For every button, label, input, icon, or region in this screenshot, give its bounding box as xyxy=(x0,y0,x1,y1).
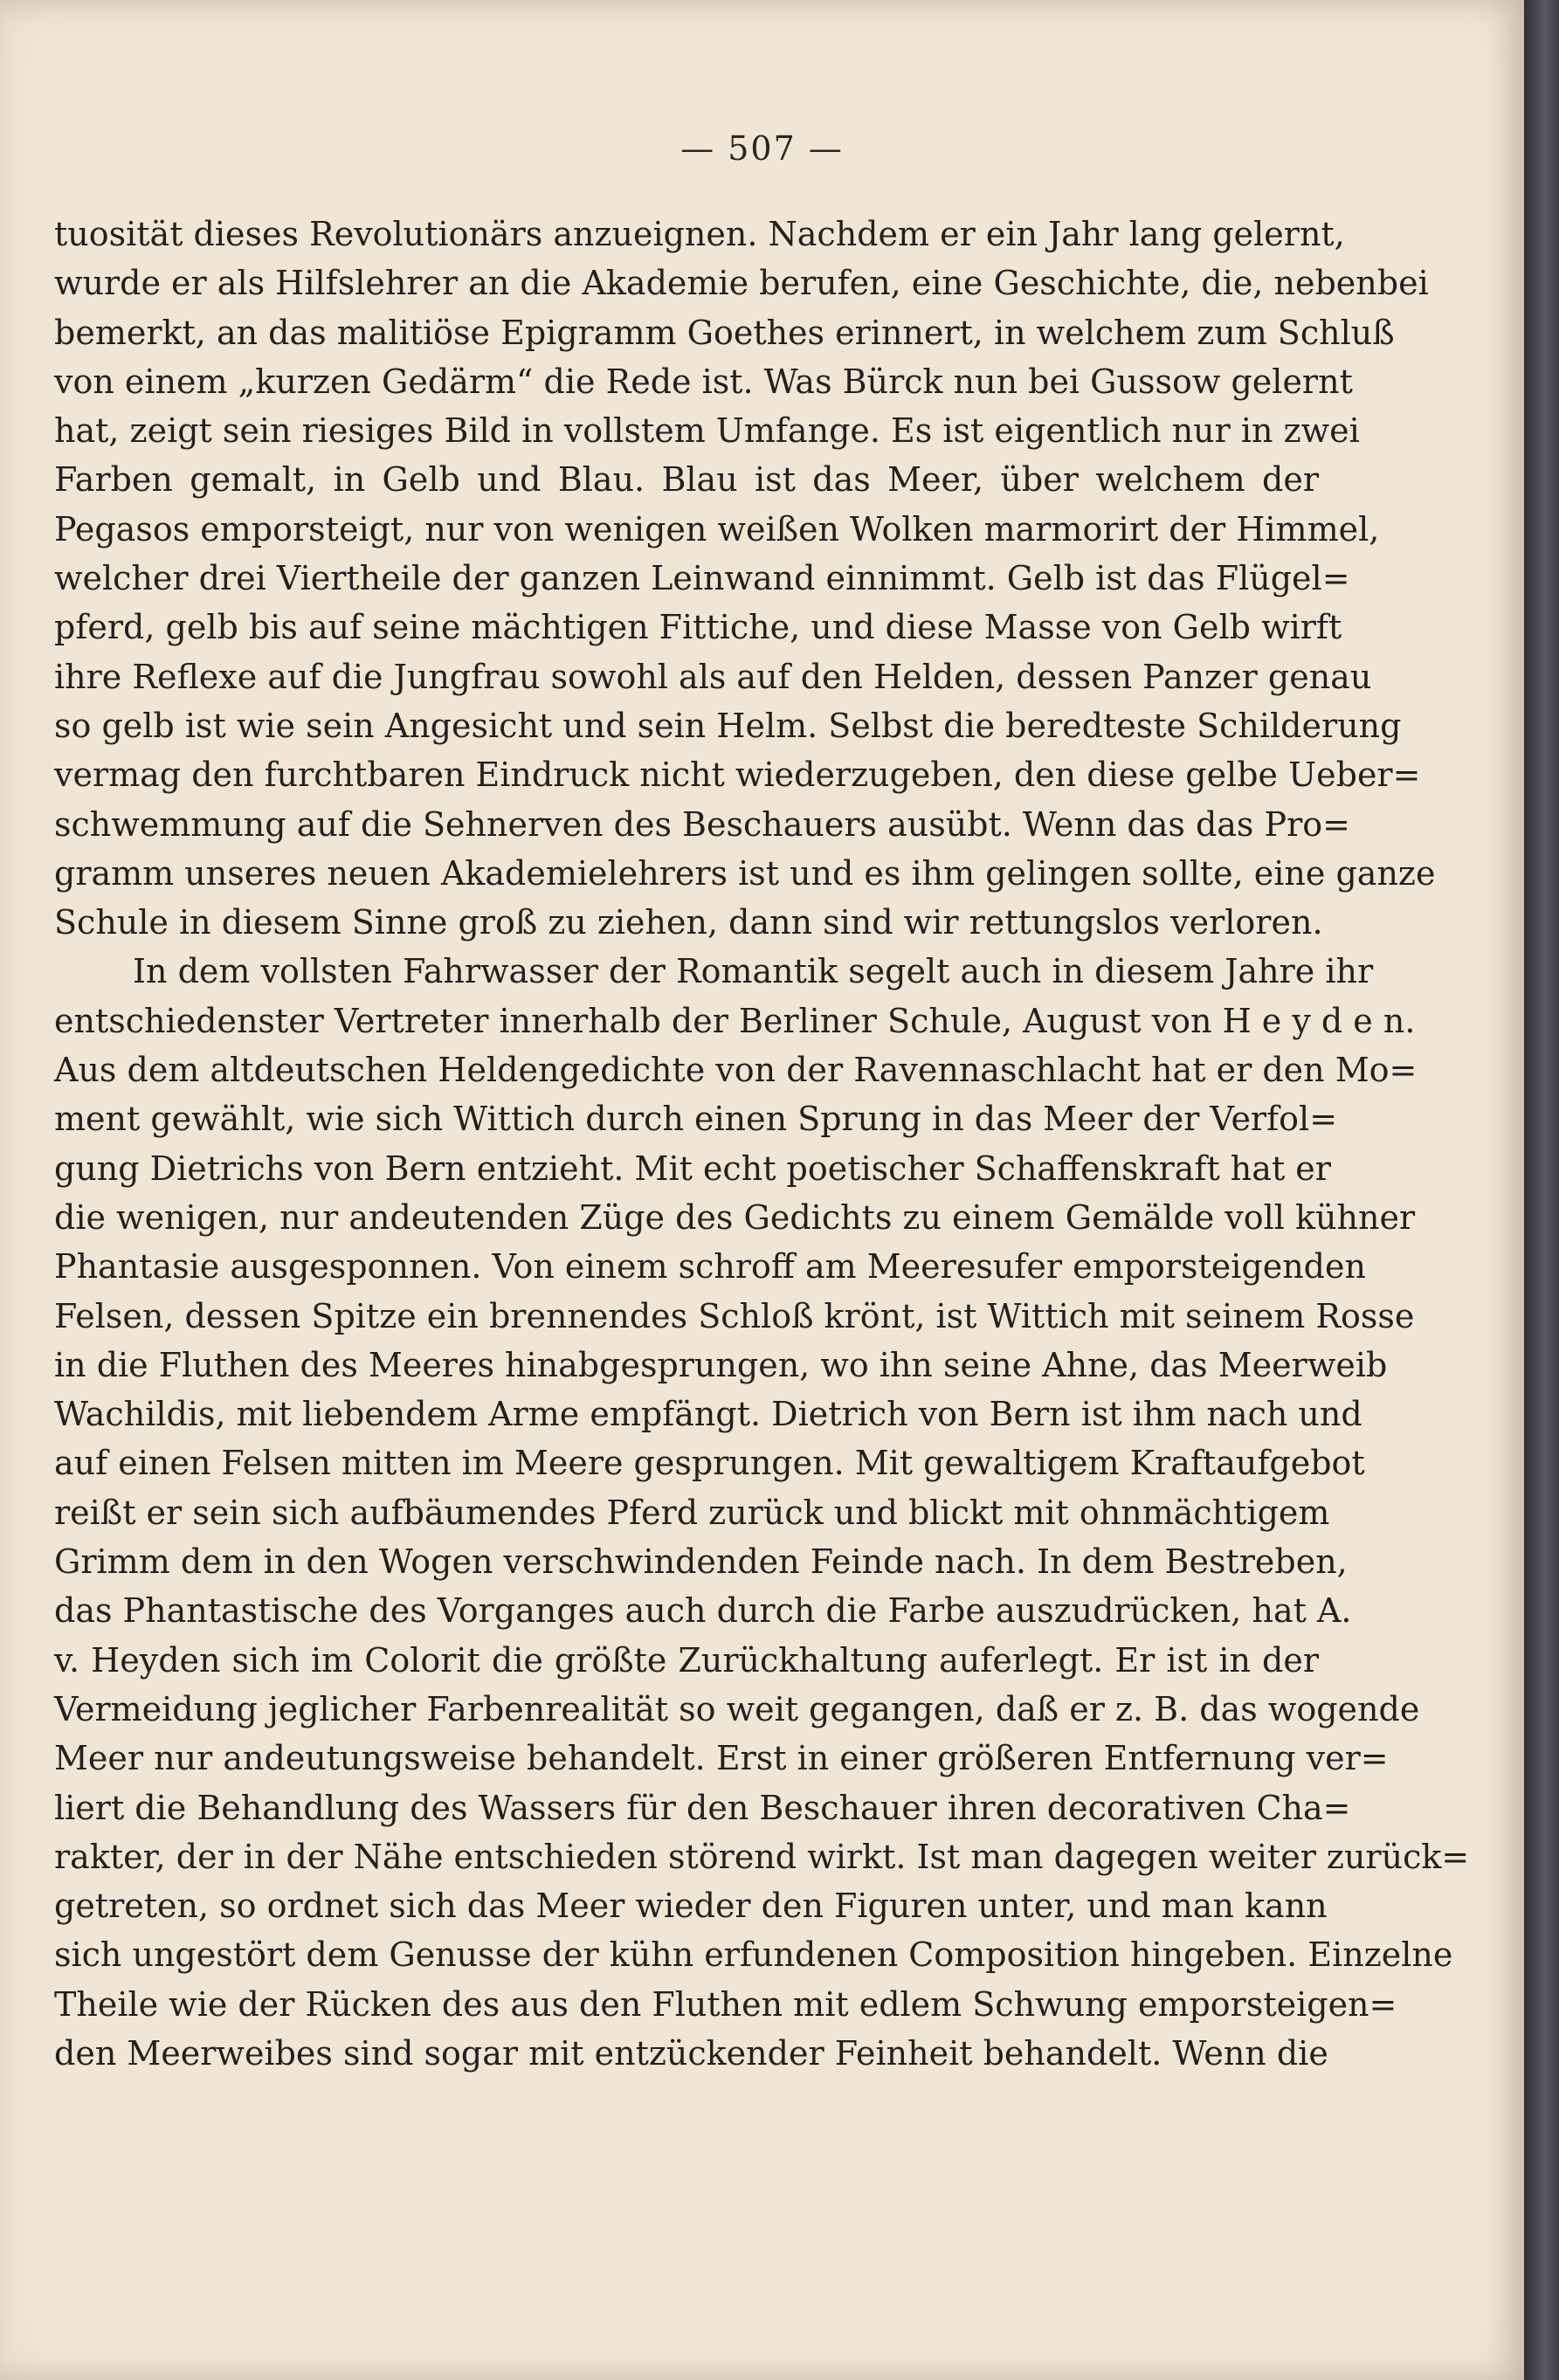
text-line: Vermeidung jeglicher Farbenrealität so weit gegangen, daß er z. B. das wogende xyxy=(54,1689,1420,1728)
text-line: gramm unseres neuen Akademielehrers ist und es ihm gelingen sollte, eine ganze xyxy=(54,853,1436,893)
text-line: Farben gemalt, in Gelb und Blau. Blau ist das Meer, über welchem der xyxy=(54,460,1319,500)
text-line: sich ungestört dem Genusse der kühn erfundenen Composition hingeben. Einzelne xyxy=(54,1935,1453,1975)
text-line: auf einen Felsen mitten im Meere gesprungen. Mit gewaltigem Kraftaufgebot xyxy=(54,1444,1365,1483)
text-line: tuosität dieses Revolutionärs anzueignen. Nachdem er ein Jahr lang gelernt, xyxy=(54,215,1345,253)
text-line: Wachildis, mit liebendem Arme empfängt. Dietrich von Bern ist ihm nach und xyxy=(54,1395,1362,1434)
text-line: gung Dietrichs von Bern entzieht. Mit echt poetischer Schaffenskraft hat er xyxy=(54,1149,1331,1188)
text-line: in die Fluthen des Meeres hinabgesprungen, wo ihn seine Ahne, das Meerweib xyxy=(54,1345,1388,1384)
text-line: wurde er als Hilfslehrer an die Akademie berufen, eine Geschichte, die, nebenbei xyxy=(54,264,1429,303)
page-number: — 507 — xyxy=(680,129,844,168)
text-line: den Meerweibes sind sogar mit entzückender Feinheit behandelt. Wenn die xyxy=(54,2033,1328,2073)
text-line: bemerkt, an das malitiöse Epigramm Goethes erinnert, in welchem zum Schluß xyxy=(54,313,1395,352)
body-text xyxy=(54,210,1470,2078)
text-line: schwemmung auf die Sehnerven des Beschauers ausübt. Wenn das das Pro= xyxy=(54,804,1350,844)
paragraph-first-line: In dem vollsten Fahrwasser der Romantik segelt auch in diesem Jahre ihr xyxy=(133,952,1374,991)
text-line: pferd, gelb bis auf seine mächtigen Fittiche, und diese Masse von Gelb wirft xyxy=(54,608,1342,647)
text-line: getreten, so ordnet sich das Meer wieder den Figuren unter, und man kann xyxy=(54,1887,1328,1926)
text-line: reißt er sein sich aufbäumendes Pferd zurück und blickt mit ohnmächtigem xyxy=(54,1493,1330,1532)
text-line: hat, zeigt sein riesiges Bild in vollstem Umfange. Es ist eigentlich nur in zwei xyxy=(54,411,1360,451)
text-line: so gelb ist wie sein Angesicht und sein Helm. Selbst die beredteste Schilderung xyxy=(54,706,1402,745)
text-line: vermag den furchtbaren Eindruck nicht wiederzugeben, den diese gelbe Ueber= xyxy=(54,755,1421,795)
text-line: welcher drei Viertheile der ganzen Leinwand einnimmt. Gelb ist das Flügel= xyxy=(54,559,1350,598)
text-line: ihre Reflexe auf die Jungfrau sowohl als auf den Helden, dessen Panzer genau xyxy=(54,657,1372,696)
text-line: das Phantastische des Vorganges auch durch die Farbe auszudrücken, hat A. xyxy=(54,1591,1352,1631)
text-line: Pegasos emporsteigt, nur von wenigen weißen Wolken marmorirt der Himmel, xyxy=(54,509,1380,548)
text-line: liert die Behandlung des Wassers für den Beschauer ihren decorativen Cha= xyxy=(54,1788,1351,1827)
text-line: Aus dem altdeutschen Heldengedichte von der Ravennaschlacht hat er den Mo= xyxy=(54,1051,1418,1090)
text-line: von einem „kurzen Gedärm“ die Rede ist. Was Bürck nun bei Gussow gelernt xyxy=(54,362,1353,401)
text-line: Meer nur andeutungsweise behandelt. Erst in einer größeren Entfernung ver= xyxy=(54,1739,1389,1778)
text-line: entschiedenster Vertreter innerhalb der Berliner Schule, August von H e y d e n. xyxy=(54,1001,1416,1040)
text-line: ment gewählt, wie sich Wittich durch einen Sprung in das Meer der Verfol= xyxy=(54,1100,1338,1139)
text-line: Schule in diesem Sinne groß zu ziehen, dann sind wir rettungslos verloren. xyxy=(54,903,1323,942)
text-line: Felsen, dessen Spitze ein brennendes Schloß krönt, ist Wittich mit seinem Rosse xyxy=(54,1296,1415,1335)
text-line: v. Heyden sich im Colorit die größte Zurückhaltung auferlegt. Er ist in der xyxy=(54,1640,1319,1680)
book-spine-edge xyxy=(1524,0,1559,2380)
text-line: Phantasie ausgesponnen. Von einem schroff am Meeresufer emporsteigenden xyxy=(54,1247,1366,1287)
text-line: Grimm dem in den Wogen verschwindenden Feinde nach. In dem Bestreben, xyxy=(54,1542,1348,1582)
text-line: die wenigen, nur andeutenden Züge des Gedichts zu einem Gemälde voll kühner xyxy=(54,1197,1416,1237)
text-line: Theile wie der Rücken des aus den Fluthen mit edlem Schwung emporsteigen= xyxy=(54,1984,1397,2024)
text-line: rakter, der in der Nähe entschieden störend wirkt. Ist man dagegen weiter zurück= xyxy=(54,1837,1470,1876)
